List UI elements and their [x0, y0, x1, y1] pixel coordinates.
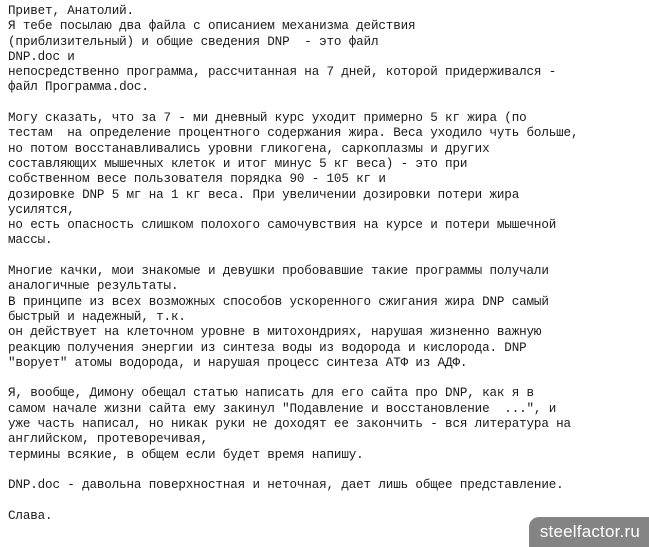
- paragraph-line: Я тебе посылаю два файла с описанием механизма действия: [8, 19, 416, 34]
- paragraph-spacer: [8, 249, 646, 264]
- paragraph-line: уже часть написал, но никак руки не доходят ее закончить - вся литература на: [8, 417, 571, 432]
- paragraph-line: усилятся,: [8, 202, 75, 217]
- paragraph-line: составляющих мышечных клеток и итог минус 5 кг веса) - это при: [8, 156, 468, 171]
- paragraph-article-plans: [8, 386, 646, 462]
- paragraph-line: файл Программа.doc.: [8, 80, 149, 95]
- paragraph-line: реакцию получения энергии из синтеза воды из водорода и кислорода. DNP: [8, 340, 527, 355]
- paragraph-line: но потом восстанавливались уровни гликогена, саркоплазмы и других: [8, 141, 490, 156]
- paragraph-spacer: [8, 494, 646, 509]
- paragraph-line: Могу сказать, что за 7 - ми дневный курс уходит примерно 5 кг жира (по: [8, 111, 527, 126]
- signature: Слава.: [8, 508, 53, 523]
- paragraph-spacer: [8, 96, 646, 111]
- paragraph-line: "ворует" атомы водорода, и нарушая процесс синтеза АТФ из АДФ.: [8, 355, 468, 370]
- paragraph-summary: DNP.doc - давольна поверхностная и неточная, дает лишь общее представление.: [8, 478, 564, 493]
- paragraph-line: но есть опасность слишком полохого самочувствия на курсе и потери мышечной: [8, 218, 557, 233]
- paragraph-line: дозировке DNP 5 мг на 1 кг веса. При увеличении дозировки потери жира: [8, 187, 520, 202]
- paragraph-line: непосредственно программа, рассчитанная на 7 дней, которой придерживался -: [8, 65, 557, 80]
- paragraph-line: собственном весе пользователя порядка 90 - 105 кг и: [8, 172, 386, 187]
- paragraph-line: быстрый и надежный, т.к.: [8, 309, 186, 324]
- paragraph-line: DNP.doc и: [8, 49, 75, 64]
- paragraph-line: английском, протеворечивая,: [8, 432, 209, 447]
- greeting-line: Привет, Анатолий.: [8, 4, 134, 18]
- letter-body: [8, 4, 646, 524]
- paragraph-line: аналогичные результаты.: [8, 279, 179, 294]
- paragraph-line: Многие качки, мои знакомые и девушки пробовавшие такие программы получали: [8, 264, 549, 279]
- paragraph-line: тестам на определение процентного содержания жира. Веса уходило чуть больше,: [8, 126, 579, 141]
- paragraph-line: (приблизительный) и общие сведения DNP - это файл: [8, 34, 379, 49]
- paragraph-line: термины всякие, в общем если будет время напишу.: [8, 447, 364, 462]
- paragraph-spacer: [8, 371, 646, 386]
- paragraph-line: Я, вообще, Димону обещал статью написать для его сайта про DNP, как я в: [8, 386, 534, 401]
- paragraph-line: В принципе из всех возможных способов ускоренного сжигания жира DNP самый: [8, 294, 549, 309]
- paragraph-spacer: [8, 463, 646, 478]
- paragraph-line: он действует на клеточном уровне в митохондриях, нарушая жизненно важную: [8, 325, 542, 340]
- paragraph-course-results: [8, 111, 646, 249]
- paragraph-mechanism: [8, 264, 646, 371]
- paragraph-file-description: [8, 19, 646, 95]
- site-watermark: steelfactor.ru: [529, 517, 649, 547]
- paragraph-line: самом начале жизни сайта ему закинул "Подавление и восстановление ...", и: [8, 401, 557, 416]
- paragraph-line: массы.: [8, 233, 53, 248]
